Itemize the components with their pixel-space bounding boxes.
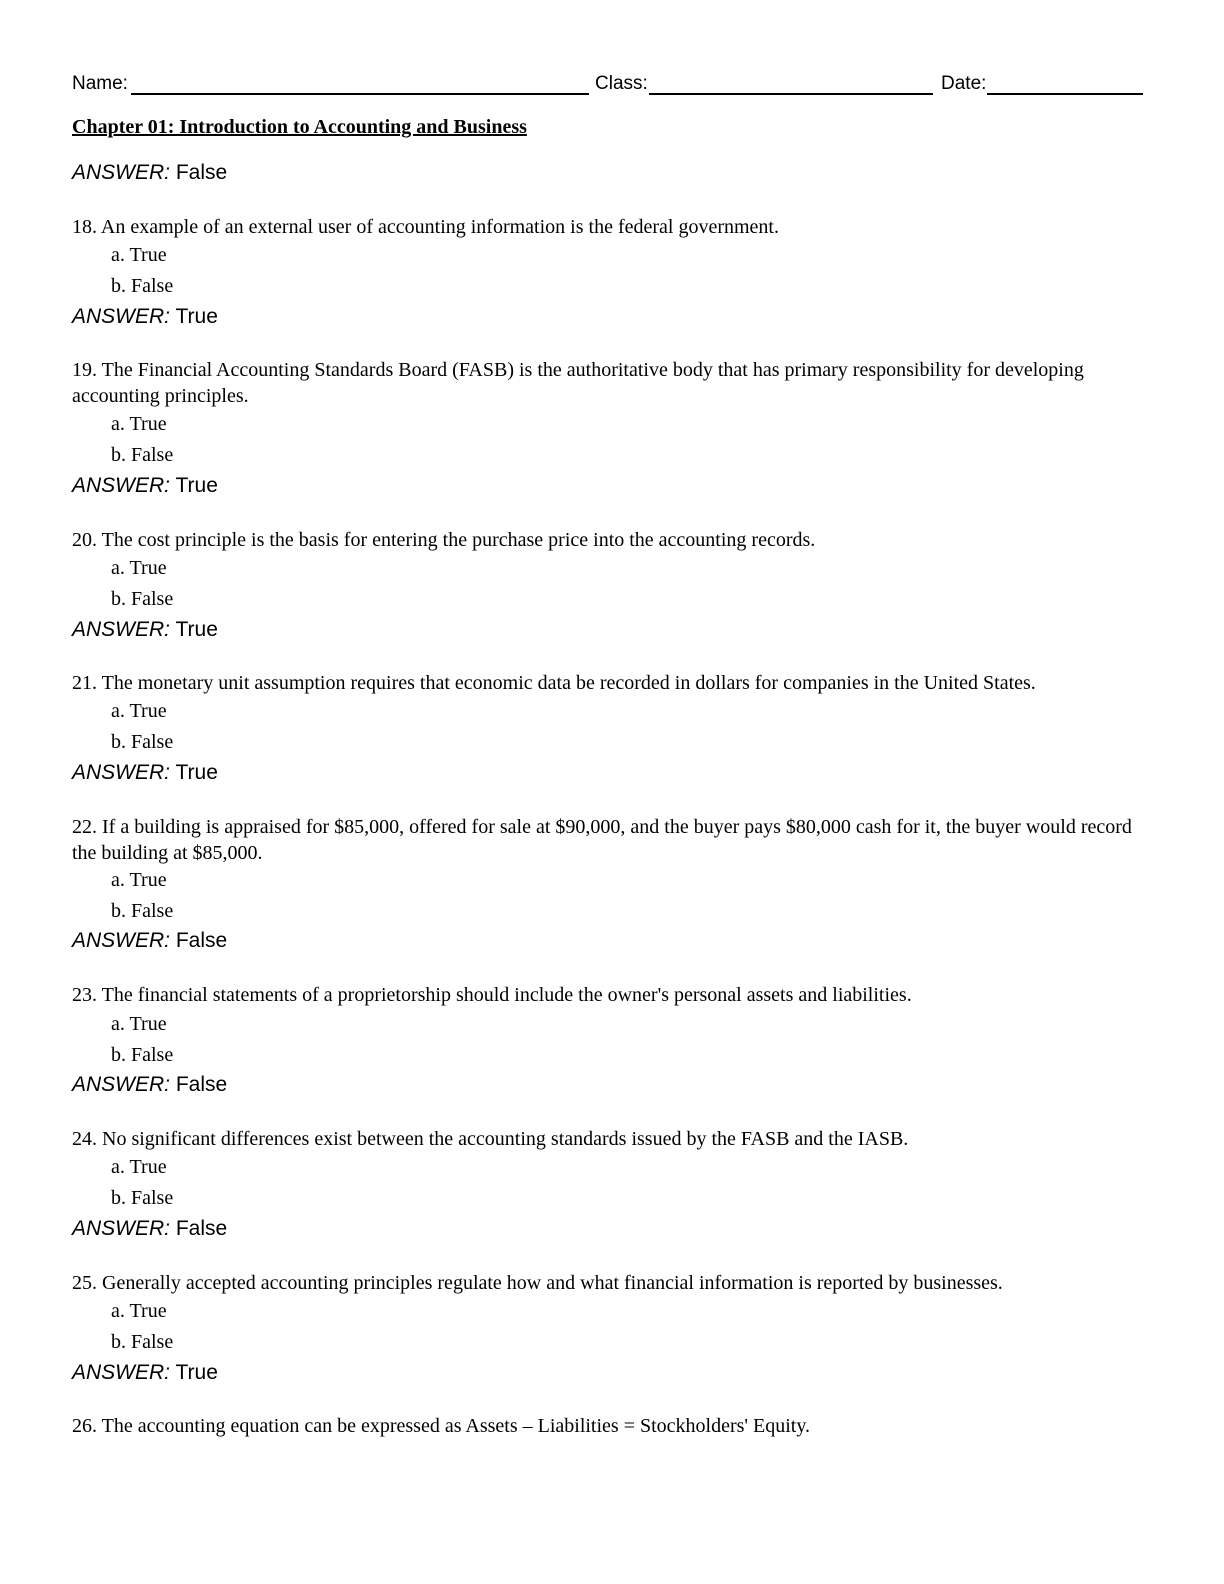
class-label: Class: xyxy=(595,73,648,94)
choice-20-a[interactable]: a. True xyxy=(111,557,167,579)
answer-value: True xyxy=(175,305,218,328)
question-25: 25. Generally accepted accounting principles regulate how and what financial information is reported by businesses. xyxy=(72,1272,1003,1294)
answer-label: ANSWER: xyxy=(72,161,171,184)
choice-25-b[interactable]: b. False xyxy=(111,1331,174,1353)
answer-value: True xyxy=(175,761,218,784)
answer-23 xyxy=(72,1072,227,1098)
choice-18-a[interactable]: a. True xyxy=(111,244,167,266)
question-19: 19. The Financial Accounting Standards Board (FASB) is the authoritative body that has primary responsibility for developing accounting principles. xyxy=(72,359,1084,407)
answer-25 xyxy=(72,1360,218,1386)
question-24: 24. No significant differences exist between the accounting standards issued by the FASB and the IASB. xyxy=(72,1128,909,1150)
answer-20 xyxy=(72,617,218,643)
answer-label: ANSWER: xyxy=(72,1217,171,1240)
answer-value: False xyxy=(175,161,228,184)
answer-19 xyxy=(72,473,218,499)
answer-24 xyxy=(72,1216,227,1242)
choice-22-b[interactable]: b. False xyxy=(111,900,174,922)
answer-value: True xyxy=(175,1361,218,1384)
choice-23-a[interactable]: a. True xyxy=(111,1013,167,1035)
answer-value: True xyxy=(175,474,218,497)
answer-label: ANSWER: xyxy=(72,618,171,641)
date-field[interactable] xyxy=(987,93,1143,95)
choice-19-a[interactable]: a. True xyxy=(111,413,167,435)
choice-25-a[interactable]: a. True xyxy=(111,1300,167,1322)
answer-22 xyxy=(72,928,227,954)
class-field[interactable] xyxy=(649,93,933,95)
answer-18 xyxy=(72,304,218,330)
answer-label: ANSWER: xyxy=(72,761,171,784)
choice-21-a[interactable]: a. True xyxy=(111,700,167,722)
question-23: 23. The financial statements of a proprietorship should include the owner's personal assets and liabilities. xyxy=(72,984,912,1006)
chapter-title: Chapter 01: Introduction to Accounting and Business xyxy=(72,116,527,138)
choice-23-b[interactable]: b. False xyxy=(111,1044,174,1066)
choice-18-b[interactable]: b. False xyxy=(111,275,174,297)
answer-label: ANSWER: xyxy=(72,1073,171,1096)
question-21: 21. The monetary unit assumption requires that economic data be recorded in dollars for companies in the United States. xyxy=(72,672,1036,694)
question-20: 20. The cost principle is the basis for entering the purchase price into the accounting records. xyxy=(72,529,816,551)
question-18: 18. An example of an external user of accounting information is the federal government. xyxy=(72,216,779,238)
choice-24-b[interactable]: b. False xyxy=(111,1187,174,1209)
answer-label: ANSWER: xyxy=(72,474,171,497)
choice-20-b[interactable]: b. False xyxy=(111,588,174,610)
answer-21 xyxy=(72,760,218,786)
choice-19-b[interactable]: b. False xyxy=(111,444,174,466)
choice-24-a[interactable]: a. True xyxy=(111,1156,167,1178)
name-label: Name: xyxy=(72,73,128,94)
name-field[interactable] xyxy=(131,93,589,95)
answer-value: True xyxy=(175,618,218,641)
answer-value: False xyxy=(175,929,228,952)
choice-22-a[interactable]: a. True xyxy=(111,869,167,891)
question-26: 26. The accounting equation can be expressed as Assets – Liabilities = Stockholders' Equity. xyxy=(72,1415,811,1437)
answer-value: False xyxy=(175,1073,228,1096)
answer-17 xyxy=(72,160,227,186)
question-22: 22. If a building is appraised for $85,000, offered for sale at $90,000, and the buyer pays $80,000 cash for it, the buyer would record the building at $85,000. xyxy=(72,816,1132,864)
answer-value: False xyxy=(175,1217,228,1240)
answer-label: ANSWER: xyxy=(72,1361,171,1384)
choice-21-b[interactable]: b. False xyxy=(111,731,174,753)
answer-label: ANSWER: xyxy=(72,929,171,952)
date-label: Date: xyxy=(941,73,987,94)
answer-label: ANSWER: xyxy=(72,305,171,328)
